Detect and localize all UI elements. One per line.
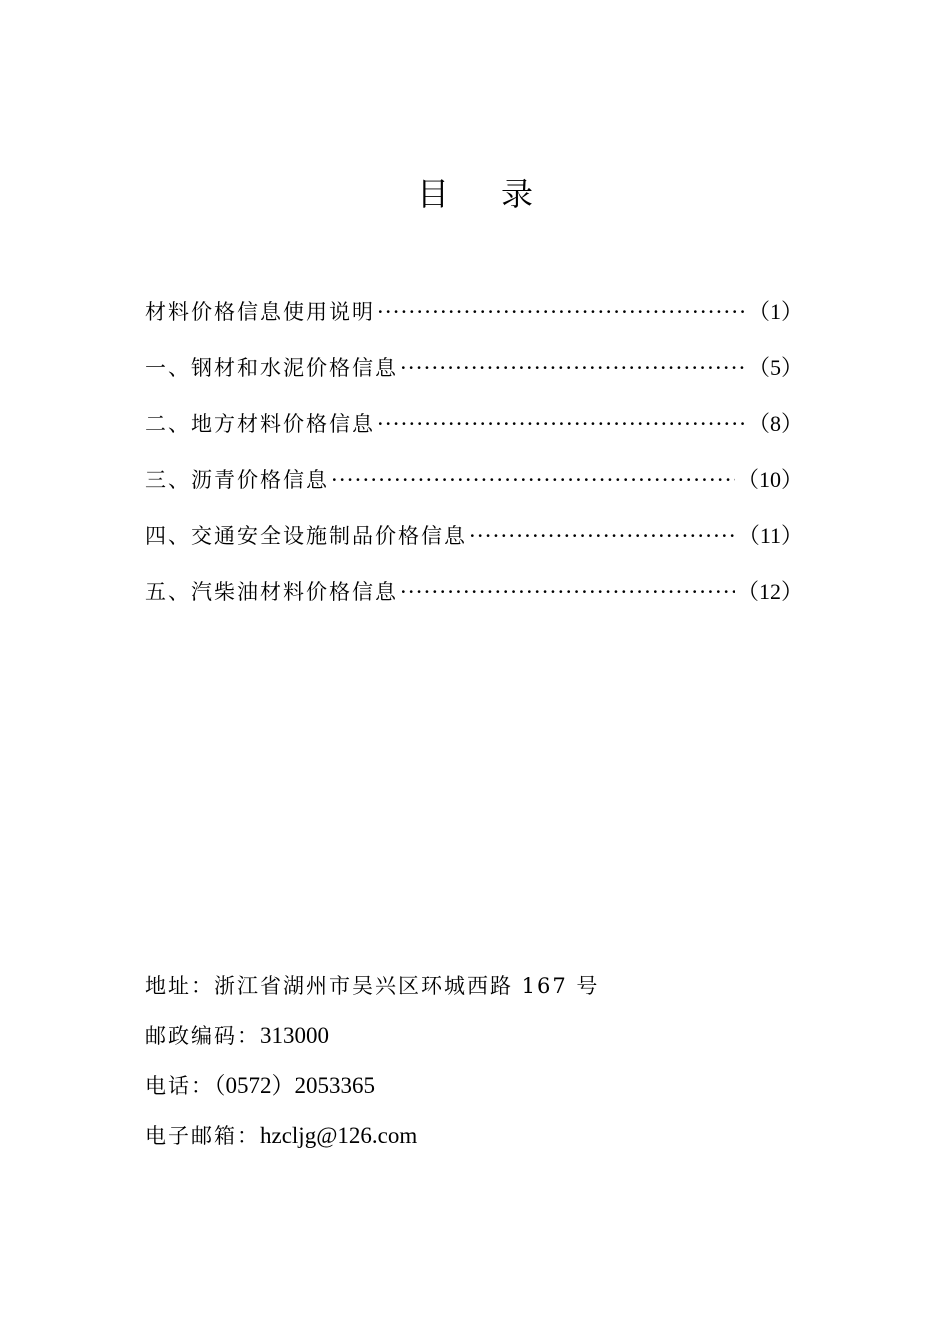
email-line	[145, 1116, 599, 1166]
toc-leader-dots	[400, 572, 735, 612]
address-label: 地址：	[145, 974, 214, 998]
title-char-2: 录	[501, 175, 534, 213]
toc-entry[interactable]	[145, 460, 803, 516]
postcode-line	[145, 1016, 599, 1066]
toc-entry[interactable]	[145, 516, 803, 572]
postcode-value: 313000	[260, 1023, 329, 1048]
table-of-contents	[145, 292, 803, 628]
page-title	[0, 172, 950, 216]
toc-entry-label: 五、汽柴油材料价格信息	[145, 580, 398, 604]
toc-entry-label: 材料价格信息使用说明	[145, 300, 375, 324]
toc-entry-label: 二、地方材料价格信息	[145, 412, 375, 436]
postcode-label: 邮政编码：	[145, 1024, 260, 1048]
toc-entry[interactable]	[145, 572, 803, 628]
toc-entry-label: 一、钢材和水泥价格信息	[145, 356, 398, 380]
phone-line	[145, 1066, 599, 1116]
toc-leader-dots	[377, 404, 746, 444]
phone-value: （0572）2053365	[214, 1073, 375, 1098]
contact-info	[145, 966, 599, 1166]
title-char-1: 目	[416, 175, 449, 213]
address-value: 浙江省湖州市吴兴区环城西路 167 号	[214, 974, 600, 998]
toc-entry-page: （10）	[736, 467, 803, 492]
toc-entry-page: （12）	[736, 579, 803, 604]
email-label: 电子邮箱：	[145, 1124, 260, 1148]
email-value[interactable]: hzcljg@126.com	[260, 1123, 418, 1148]
toc-leader-dots	[377, 292, 746, 332]
toc-entry-page: （8）	[747, 411, 803, 436]
toc-entry[interactable]	[145, 348, 803, 404]
toc-entry[interactable]	[145, 292, 803, 348]
toc-entry-label: 三、沥青价格信息	[145, 468, 329, 492]
phone-label: 电话：	[145, 1074, 214, 1098]
toc-leader-dots	[331, 460, 735, 500]
toc-entry-page: （1）	[747, 299, 803, 324]
toc-entry-page: （11）	[737, 523, 803, 548]
toc-entry-page: （5）	[747, 355, 803, 380]
toc-entry[interactable]	[145, 404, 803, 460]
toc-entry-label: 四、交通安全设施制品价格信息	[145, 524, 467, 548]
toc-leader-dots	[400, 348, 746, 388]
toc-leader-dots	[469, 516, 736, 556]
address-line	[145, 966, 599, 1016]
